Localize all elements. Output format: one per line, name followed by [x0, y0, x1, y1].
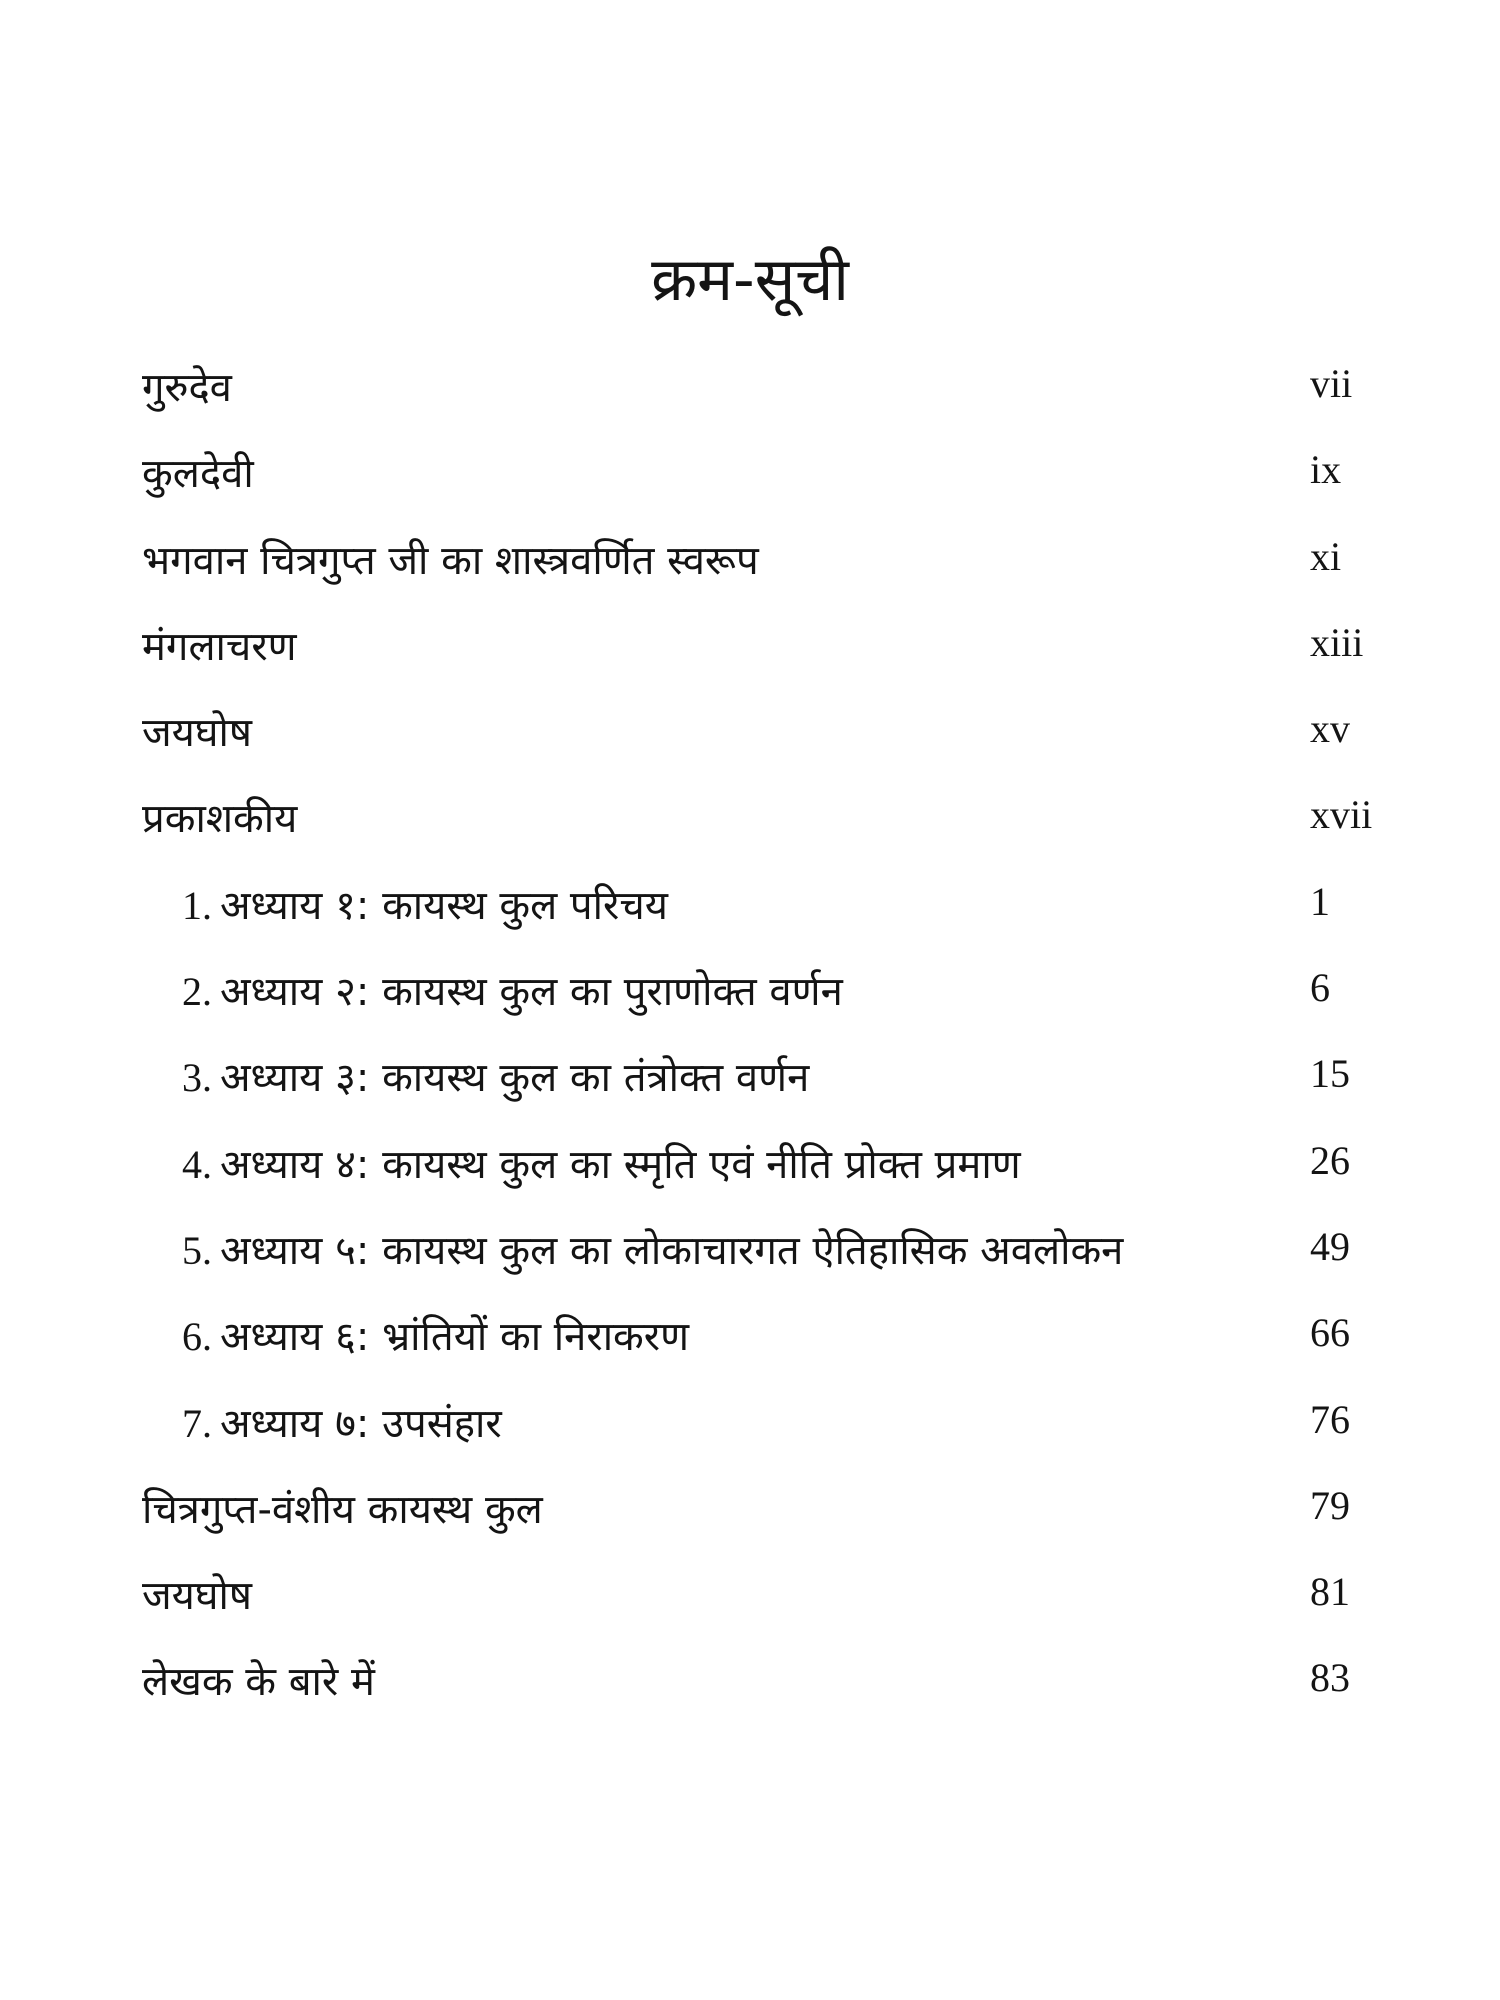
toc-entry-label: अध्याय ३: कायस्थ कुल का तंत्रोक्त वर्णन [220, 1055, 810, 1102]
toc-entry-number: 4. [182, 1141, 212, 1187]
toc-entry-jayghosh[interactable] [0, 697, 1500, 783]
toc-entry-label: अध्याय २: कायस्थ कुल का पुराणोक्त वर्णन [220, 969, 843, 1016]
toc-entry-page: ix [1310, 447, 1342, 493]
toc-entry-label: प्रकाशकीय [142, 796, 298, 843]
toc-entry-label: अध्याय ४: कायस्थ कुल का स्मृति एवं नीति प्रोक्त प्रमाण [220, 1141, 1021, 1188]
toc-entry-label-wrap [182, 1221, 1123, 1281]
toc-entry-chapter-6[interactable] [0, 1301, 1500, 1387]
toc-entry-page: 15 [1310, 1051, 1350, 1097]
toc-entry-label-wrap [182, 1307, 689, 1367]
toc-entry-label: अध्याय ७: उपसंहार [220, 1400, 502, 1447]
toc-entry-gurudev[interactable] [0, 352, 1500, 438]
toc-entry-prakashkiya[interactable] [0, 783, 1500, 869]
toc-entry-chapter-1[interactable] [0, 870, 1500, 956]
toc-entry-page: 6 [1310, 965, 1330, 1011]
toc-entry-label-wrap [182, 1048, 809, 1108]
toc-entry-page: xi [1310, 533, 1342, 579]
toc-entry-chapter-4[interactable] [0, 1129, 1500, 1215]
toc-entry-chapter-5[interactable] [0, 1215, 1500, 1301]
toc-entry-mangalacharan[interactable] [0, 611, 1500, 697]
toc-entry-label: मंगलाचरण [142, 623, 297, 670]
toc-entry-label-wrap [182, 962, 843, 1022]
toc-entry-label: अध्याय ६: भ्रांतियों का निराकरण [220, 1314, 690, 1361]
toc-entry-label: लेखक के बारे में [142, 1659, 375, 1706]
toc-entry-vanshiya-kul[interactable] [0, 1474, 1500, 1560]
toc-entry-page: 76 [1310, 1396, 1350, 1442]
toc-entry-chapter-7[interactable] [0, 1388, 1500, 1474]
toc-entry-page: 66 [1310, 1310, 1350, 1356]
toc-entry-page: 1 [1310, 878, 1330, 924]
toc-entry-number: 1. [182, 882, 212, 928]
page-title: क्रम-सूची [651, 245, 849, 315]
toc-entry-page: 83 [1310, 1655, 1350, 1701]
toc-entry-page: vii [1310, 361, 1353, 406]
toc-entry-label: चित्रगुप्त-वंशीय कायस्थ कुल [142, 1486, 543, 1533]
toc-entry-page: 26 [1310, 1137, 1350, 1183]
toc-entry-page: xiii [1310, 619, 1364, 665]
toc-entry-number: 2. [182, 969, 212, 1015]
toc-entry-about-author[interactable] [0, 1646, 1500, 1732]
toc-entry-label: गुरुदेव [142, 365, 232, 411]
table-of-contents [0, 352, 1500, 1733]
toc-entry-label: जयघोष [142, 1573, 252, 1620]
toc-entry-page: 49 [1310, 1223, 1350, 1269]
toc-entry-page: xvii [1310, 792, 1373, 838]
toc-entry-chapter-3[interactable] [0, 1042, 1500, 1128]
toc-entry-label: भगवान चित्रगुप्त जी का शास्त्रवर्णित स्वरूप [142, 537, 759, 584]
toc-entry-swaroop[interactable] [0, 525, 1500, 611]
toc-entry-number: 7. [182, 1400, 212, 1446]
toc-entry-kuldevi[interactable] [0, 438, 1500, 524]
toc-entry-label-wrap [182, 876, 668, 936]
toc-entry-label: अध्याय ५: कायस्थ कुल का लोकाचारगत ऐतिहासिक अवलोकन [220, 1227, 1124, 1274]
toc-entry-page: 79 [1310, 1482, 1350, 1528]
toc-entry-label-wrap [182, 1394, 502, 1454]
toc-entry-page: 81 [1310, 1569, 1350, 1615]
toc-entry-label: अध्याय १: कायस्थ कुल परिचय [220, 882, 668, 929]
toc-entry-number: 3. [182, 1055, 212, 1101]
toc-entry-label: जयघोष [142, 710, 252, 757]
toc-entry-label-wrap [182, 1135, 1021, 1195]
toc-entry-label: कुलदेवी [142, 451, 254, 498]
toc-entry-number: 6. [182, 1314, 212, 1360]
toc-entry-number: 5. [182, 1227, 212, 1273]
toc-entry-jayghosh-2[interactable] [0, 1560, 1500, 1646]
toc-entry-page: xv [1310, 706, 1350, 752]
toc-entry-chapter-2[interactable] [0, 956, 1500, 1042]
